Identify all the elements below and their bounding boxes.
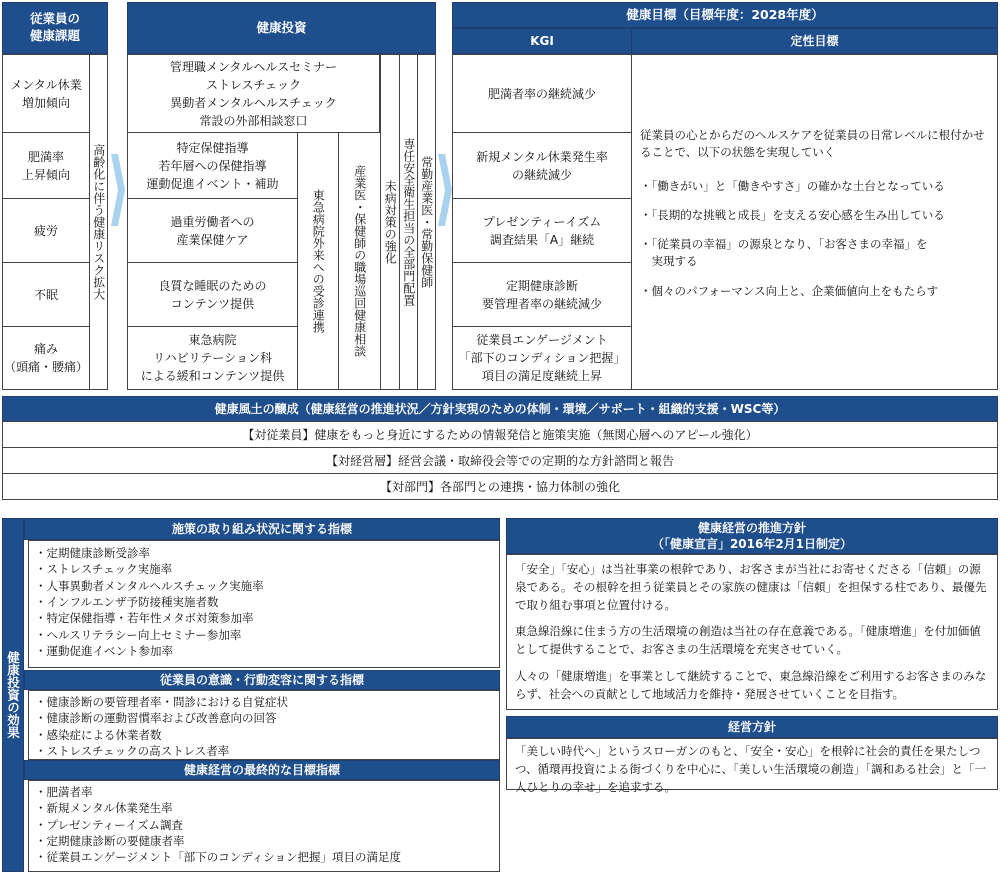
qualitative-intro: 従業員の心とからだのヘルスケアを従業員の日常レベルに根付かせることで、以下の状態を実現していく [640, 128, 985, 160]
culture-row-departments: 【対部門】各部門との連携・協力体制の強化 [2, 473, 998, 500]
policy-paragraph: 東急線沿線に住まう方の生活環境の創造は当社の存在意義である。「健康増進」を付加価値として提供することで、お客さまの生活環境を充実させていく。 [515, 624, 981, 657]
effects-section-2-title: 従業員の意識・行動変容に関する指標 [24, 670, 500, 690]
list-item: ・ 運動促進イベント参加率 [35, 643, 493, 659]
aging-risk-label: 高齢化に伴う健康リスク拡大 [89, 54, 108, 390]
effects-section-2-list [28, 690, 500, 760]
health-issues-header: 従業員の 健康課題 [2, 2, 108, 54]
health-investment-header: 健康投資 [127, 2, 436, 54]
policy-title: 健康経営の推進方針 （「健康宣言」2016年2月1日制定） [506, 518, 998, 554]
issue-insomnia: 不眠 [2, 262, 90, 327]
occupational-doctor-label: 常勤産業医・常勤保健師 [417, 54, 436, 390]
kgi-list [452, 54, 632, 390]
investment-overwork: 過重労働者への 産業保健ケア [127, 198, 298, 263]
culture-row-employees: 【対従業員】健康をもっと身近にするための情報発信と施策実施（無関心層へのアピール強化） [2, 421, 998, 448]
list-item: ・ 感染症による休業者数 [35, 727, 493, 743]
list-item: ・ ヘルスリテラシー向上セミナー参加率 [35, 627, 493, 643]
issue-fatigue: 疲労 [2, 198, 90, 263]
policy-box [506, 554, 998, 710]
kgi-checkup: 定期健康診断 要管理者率の継続減少 [452, 262, 632, 327]
list-item: ・ 定期健康診断の要健康者率 [35, 833, 493, 849]
culture-header: 健康風土の醸成（健康経営の推進状況／方針実現のための体制・環境／サポート・組織的支援・WSC等） [2, 396, 998, 422]
effects-section-3-title: 健康経営の最終的な目標指標 [24, 760, 500, 780]
list-item: ・ 健康診断の運動習慣率および改善意向の回答 [35, 710, 493, 726]
qualitative-item: ・「働きがい」と「働きやすさ」の確かな土台となっている [640, 178, 945, 193]
health-investment-grid [127, 54, 436, 390]
culture-row-management: 【対経営層】経営会議・取締役会等での定期的な方針諮問と報告 [2, 447, 998, 474]
effects-side-label: 健康投資の効果 [2, 518, 24, 872]
management-policy-box [506, 738, 998, 794]
list-item: ・ 肥満者率 [35, 784, 493, 800]
qualitative-item: ・「長期的な挑戦と成長」を支える安心感を生み出している [640, 207, 945, 222]
issue-pain: 痛み （頭痛・腰痛） [2, 326, 90, 390]
pre-disease-label: 未病対策の強化 [380, 54, 400, 390]
investment-mental: 管理職メンタルヘルスセミナー ストレスチェック 異動者メンタルヘルスチェック 常設の外部相談窓口 [127, 54, 380, 133]
list-item: ・ 特定保健指導・若年性メタボ対策参加率 [35, 610, 493, 626]
management-policy-title: 経営方針 [506, 716, 998, 738]
policy-paragraph: 「安全」「安心」は当社事業の根幹であり、お客さまが当社にお寄せくださる「信頼」の源泉である。その根幹を担う従業員とその家族の健康は「信頼」を担保する柱であり、最優先で取り組む事項と位置付ける。 [515, 562, 987, 612]
list-item: ・ ストレスチェック実施率 [35, 561, 493, 577]
arrow-right-icon [438, 154, 452, 226]
issue-mental-leave: メンタル休業 増加傾向 [2, 54, 90, 133]
list-item: ・ 新規メンタル休業発生率 [35, 800, 493, 816]
list-item: ・ ストレスチェックの高ストレス者率 [35, 743, 493, 759]
qualitative-goals-header: 定性目標 [631, 28, 998, 54]
kgi-mental-leave: 新規メンタル休業発生率 の継続減少 [452, 132, 632, 199]
list-item: ・ 定期健康診断受診率 [35, 545, 493, 561]
arrow-right-icon [111, 154, 125, 226]
kgi-obesity: 肥満者率の継続減少 [452, 54, 632, 133]
investment-sleep: 良質な睡眠のための コンテンツ提供 [127, 262, 298, 327]
effects-section-1-list [28, 540, 500, 668]
health-issues-list [2, 54, 108, 390]
investment-rehab: 東急病院 リハビリテーション科 による緩和コンテンツ提供 [127, 326, 298, 390]
policy-paragraph: 人々の「健康増進」を事業として継続することで、東急線沿線をご利用するお客さまのみならず、社会への貢献として地域活力を維持・発展させていくことを目指す。 [515, 669, 987, 701]
list-item: ・ インフルエンザ予防接種実施者数 [35, 594, 493, 610]
kgi-header: KGI [452, 28, 632, 54]
health-goals-header: 健康目標（目標年度：2028年度） [452, 2, 998, 28]
list-item: ・ 健康診断の要管理者率・問診における自覚症状 [35, 694, 493, 710]
list-item: ・ プレゼンティーイズム調査 [35, 817, 493, 833]
qualitative-item: ・個々のパフォーマンス向上と、企業価値向上をもたらす [640, 283, 939, 298]
safety-staff-label: 専任安全衛生担当の全部門配置 [399, 54, 418, 390]
qualitative-item: ・「従業員の幸福」の源泉となり、「お客さまの幸福」を 実現する [640, 237, 928, 269]
list-item: ・ 従業員エンゲージメント「部下のコンディション把握」項目の満足度 [35, 849, 493, 865]
kgi-engagement: 従業員エンゲージメント 「部下のコンディション把握」 項目の満足度継続上昇 [452, 326, 632, 390]
management-policy-text: 「美しい時代へ」というスローガンのもと、「安全・安心」を根幹に社会的責任を果たしつつ、循環再投資による街づくりを中心に、「美しい生活環境の創造」「調和ある社会」と「一人ひとりの幸せ」を追求する。 [515, 744, 987, 794]
qualitative-goals-box [631, 54, 998, 390]
hospital-referral-label: 東急病院外来への受診連携 [297, 132, 339, 390]
effects-section-1-title: 施策の取り組み状況に関する指標 [24, 518, 500, 540]
kgi-presenteeism: プレゼンティーイズム 調査結果「A」継続 [452, 198, 632, 263]
investment-metabolic: 特定保健指導 若年層への保健指導 運動促進イベント・補助 [127, 132, 298, 199]
list-item: ・ 人事異動者メンタルヘルスチェック実施率 [35, 578, 493, 594]
effects-section-3-list [28, 780, 500, 872]
issue-obesity: 肥満率 上昇傾向 [2, 132, 90, 199]
workplace-consult-label: 産業医・保健師の職場巡回健康相談 [338, 132, 381, 390]
